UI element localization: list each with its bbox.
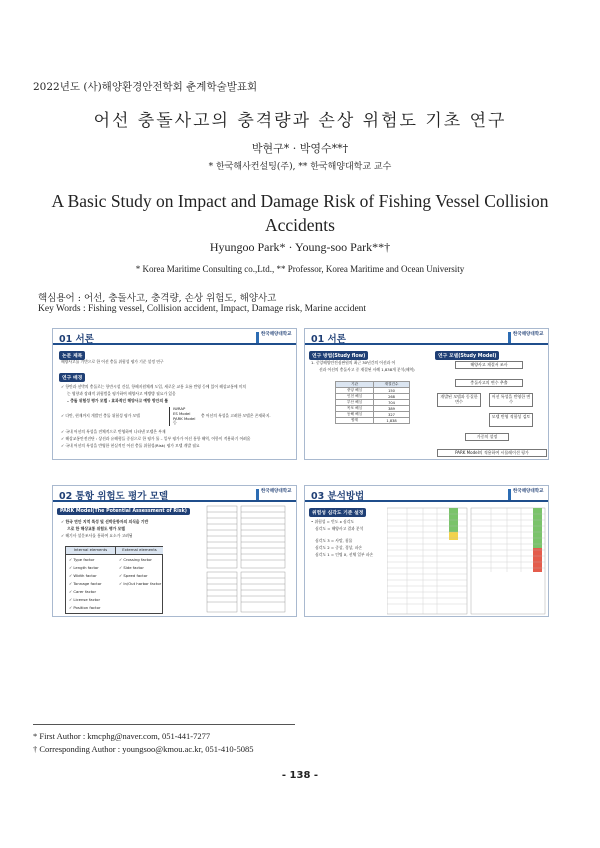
slide-text: – 충돌 위험성 평가 모델 : 효과적인 해양사고 예방 방안의 틀 [67,398,168,403]
footnote-first-author: * First Author : kmcphg@naver.com, 051-441-7277 [33,731,211,741]
risk-matrix-graphic [387,504,547,616]
internal-factor: ✓ Position factor [69,605,101,610]
slide-text: ✓ 다만, 현재까지 개발인 충돌 위험성 평가 모델 [61,413,140,418]
page-number: - 138 - [281,770,319,781]
slide-text: 해양사고를 기반으로 한 어선 충돌 위험성 평가 기준 설정 연구 [61,359,164,364]
slide-text: ✓ 국내 어선의 특성을 전체적으로 반영하여 나타낸 모델은 부재 [61,429,166,434]
english-keywords: Key Words : Fishing vessel, Collision accident, Impact, Damage risk, Marine accident [38,304,367,314]
slide-text: 심각도 2 = 중상, 경상, 파손 [315,545,363,550]
internal-factor: ✓ Width factor [69,573,97,578]
university-logo: 한국해양대학교 [256,332,292,343]
slide-header [305,486,548,502]
korean-authors: 박현구* · 박영수**† [251,142,349,155]
slide-text: ✓ 해기사 설문조사를 통하여 요소가 고려됨 [61,533,133,538]
conference-header: 2022년도 (사)해양환경안전학회 춘계학술발표회 [33,81,258,93]
slide-text: • 위험성 = 빈도 x 심각도 [311,519,355,524]
external-factor: ✓ Crossing factor [119,557,152,562]
slide-analysis-method [304,485,549,617]
flow-step: 모델 반영 적합성 검토 [489,413,533,427]
slide-text: 선과 어선의 충돌사고 중 재결된 사례 1,838개 분석(해역) [319,367,415,372]
korean-title: 어선 충돌사고의 충격량과 손상 위험도 기초 연구 [93,111,507,131]
slide-text: ✓ 해상교통안전진단 : 상선과 유해형들 중심으로 한 평가 툴 – 일부 평가가 어선 통항 해역, 어항이 적용하기 어려움 [61,436,251,441]
external-header: External elements [116,547,163,555]
slide-text: 충 어선의 특성을 고려한 모델은 존재하지. [201,413,271,418]
slide-text: 심각도 3 = 사망, 침몰 [315,538,353,543]
external-factor: ✓ Speed factor [119,573,148,578]
slide-text: ✓ 항만과 선박의 충돌로는 항만시설 건설, 항해지원체계 도입, 새로운 교통 흐름 반영 등에 있어 해상교통에 미치 [61,384,247,389]
university-logo: 한국해양대학교 [256,489,292,500]
slide-study-method [304,328,549,460]
section-pill: PARK Model(The Potential Assessment of Risk) [57,508,190,515]
internal-header: Internal elements [66,547,116,555]
factor-table [65,546,163,614]
ruling-count-table: 기관 재결건수 중앙 해심 150 인천 해심 268 부산 해심 704 목포 해심 389 동해 해심 327 합계 1,838 [335,381,410,424]
slide-title: 01 서론 [311,334,346,345]
external-factor: ✓ Side factor [119,565,144,570]
english-affiliation: * Korea Maritime Consulting co.,Ltd., ** Professor, Korea Maritime and Ocean University [135,264,465,274]
slide-title: 01 서론 [59,334,94,345]
model-list: IWRAP ES Model PARK Model 등 [169,407,195,426]
flow-step: 가중치 설정 [465,433,509,441]
factor-score-grid-graphic [193,500,293,616]
section-pill: 위험성 심각도 기준 설정 [309,508,366,517]
footnote-corresponding-author: † Corresponding Author : youngsoo@kmou.ac.kr, 051-410-5085 [33,744,254,754]
internal-factor: ✓ Tonnage factor [69,581,102,586]
flow-step: PARK Model의 적용하여 시뮬레이션 평가 [437,449,547,457]
university-logo: 한국해양대학교 [508,489,544,500]
slide-text: 심각도 = 해양사고 결과 분석 [315,526,364,531]
slide-text: ✓ 한국 연안 지역 특성 및 선박운항자의 의식을 기반 [61,519,149,524]
english-title: A Basic Study on Impact and Damage Risk of Fishing Vessel Collision Accidents [51,191,549,235]
flow-step: 어선 특성을 반영한 변수 [489,393,533,407]
section-pill: 논문 제목 [59,351,85,360]
flow-step: 충돌사고의 변수 추출 [455,379,523,387]
section-pill: 연구 배경 [59,373,85,382]
slide-text: 1. 중앙해양안전심판원의 최근 30년간의 어선과 어 [311,360,396,365]
slide-title: 02 통항 위험도 평가 모델 [59,491,169,502]
english-authors: Hyungoo Park* · Young-soo Park**† [209,240,391,254]
internal-factor: ✓ Carer factor [69,589,97,594]
slide-title: 03 분석방법 [311,491,365,502]
flow-step: 개발된 모델과 동질한 변수 [437,393,481,407]
slide-header [305,329,548,345]
korean-keywords: 핵심용어 : 어선, 충돌사고, 충격량, 손상 위험도, 해양사고 [38,293,277,304]
university-logo: 한국해양대학교 [508,332,544,343]
slide-text: 는 영향과 장래적 위험범을 평가하여 해양사고 예방방 필요가 있음 [67,391,176,396]
slide-header [53,329,296,345]
korean-affiliation: * 한국해사컨설팅(주), ** 한국해양대학교 교수 [208,162,392,172]
slide-text: ✓ 국내 어선의 특성을 반영한 현실적인 어선 충돌 위험성(Risk) 평가 모델 개발 필요 [61,443,200,448]
external-factor: ✓ In/Out harbor factor [119,581,162,586]
internal-factor: ✓ Type factor [69,557,95,562]
factor-score-tables [193,500,293,616]
flow-step: 해양사고 재결서 조사 [455,361,523,369]
section-pill: 연구 방법(Study flow) [309,351,368,360]
internal-factor: ✓ License factor [69,597,101,602]
internal-factor: ✓ Length factor [69,565,99,570]
footnote-divider [33,724,295,725]
slide-text: 으로 한 해상교통 위험도 평가 모델 [67,526,125,531]
slide-risk-model [52,485,297,617]
slide-intro-background [52,328,297,460]
section-pill: 연구 모델(Study Model) [435,351,499,360]
slide-text: 심각도 1 = 인명 X, 선체 일부 파손 [315,552,374,557]
